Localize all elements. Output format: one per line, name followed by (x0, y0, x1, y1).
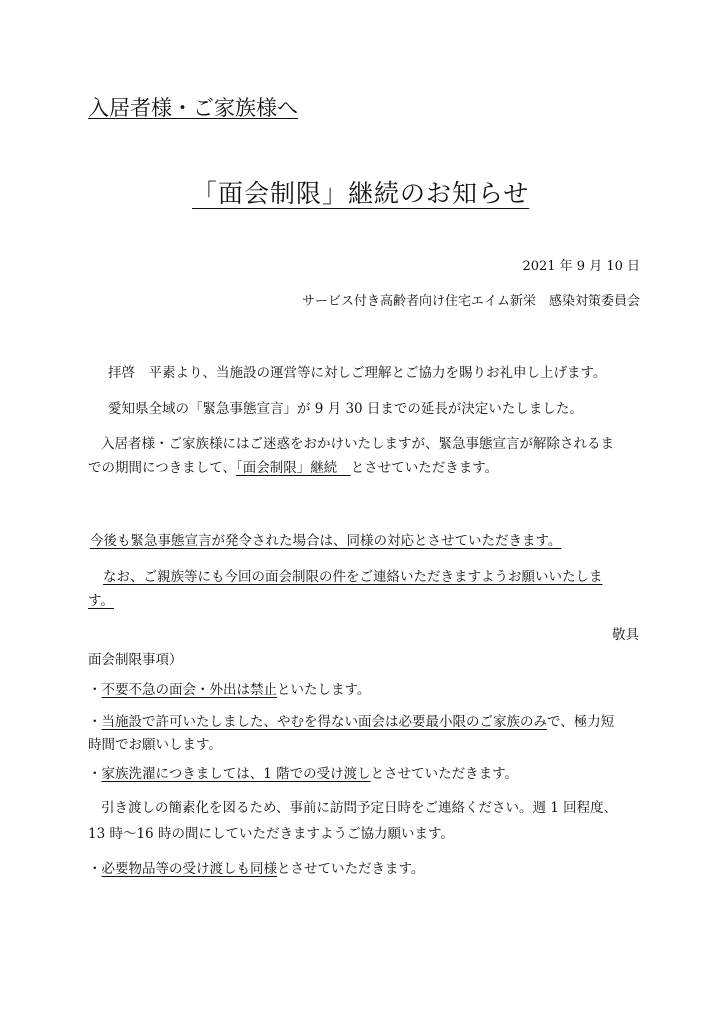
extension-paragraph: 愛知県全域の「緊急事態宣言」が 9 月 30 日までの延長が決定いたしました。 (108, 401, 583, 417)
laundry-note-line2: 13 時～16 時の間にしていただきますようご協力願います。 (88, 826, 454, 842)
restriction-text: といたします。 (277, 682, 371, 698)
closing-keigu: 敬具 (612, 627, 639, 643)
notice-text-after: とさせていただきます。 (350, 460, 499, 476)
bullet: ・ (88, 682, 102, 698)
family-paragraph-line2: す。 (88, 593, 114, 609)
addressee: 入居者様・ご家族様へ (88, 96, 298, 120)
future-policy-paragraph: 今後も緊急事態宣言が発令された場合は、同様の対応とさせていただきます。 (90, 533, 562, 549)
restriction-text: とさせていただきます。 (277, 861, 425, 877)
bullet: ・ (88, 714, 102, 730)
restriction-text: とさせていただきます。 (370, 766, 519, 782)
restriction-emphasis: 当施設で許可いたしました、やむを得ない面会は必要最小限のご家族のみ (101, 714, 547, 730)
notice-paragraph-line2 (88, 460, 498, 476)
laundry-note-line1: 引き渡しの簡素化を図るため、事前に訪問予定日時をご連絡ください。週 1 回程度、 (101, 800, 618, 816)
restriction-emphasis: 家族洗濯につきましては、1 階での受け渡し (101, 766, 371, 782)
restriction-item-2 (88, 714, 614, 730)
document-title: 「面会制限」継続のお知らせ (192, 179, 530, 208)
restriction-emphasis: 必要物品等の受け渡しも同様 (101, 861, 277, 877)
issue-date: 2021 年 9 月 10 日 (522, 259, 640, 274)
notice-paragraph-line1: 入居者様・ご家族様にはご迷惑をおかけいたしますが、緊急事態宣言が解除されるま (101, 436, 614, 452)
issuing-organization: サービス付き高齢者向け住宅エイム新栄 感染対策委員会 (301, 294, 640, 309)
restriction-text: で、極力短 (547, 714, 615, 730)
restriction-item-4 (88, 861, 424, 877)
restrictions-heading: 面会制限事項） (88, 652, 183, 668)
restriction-item-1 (88, 682, 370, 698)
restriction-item-3 (88, 766, 518, 782)
family-paragraph-line1: なお、ご親族等にも今回の面会制限の件をご連絡いただきますようお願いいたしま (103, 569, 603, 585)
restriction-emphasis: 不要不急の面会・外出は禁止 (101, 682, 277, 698)
notice-emphasis: 「面会制限」継続 (235, 460, 351, 476)
notice-text-before: での期間につきまして、 (88, 460, 236, 476)
bullet: ・ (88, 766, 102, 782)
bullet: ・ (88, 861, 102, 877)
restriction-item-2-line2: 時間でお願いします。 (88, 737, 222, 753)
greeting-paragraph: 拝啓 平素より、当施設の運営等に対しご理解とご協力を賜りお礼申し上げます。 (108, 365, 607, 381)
